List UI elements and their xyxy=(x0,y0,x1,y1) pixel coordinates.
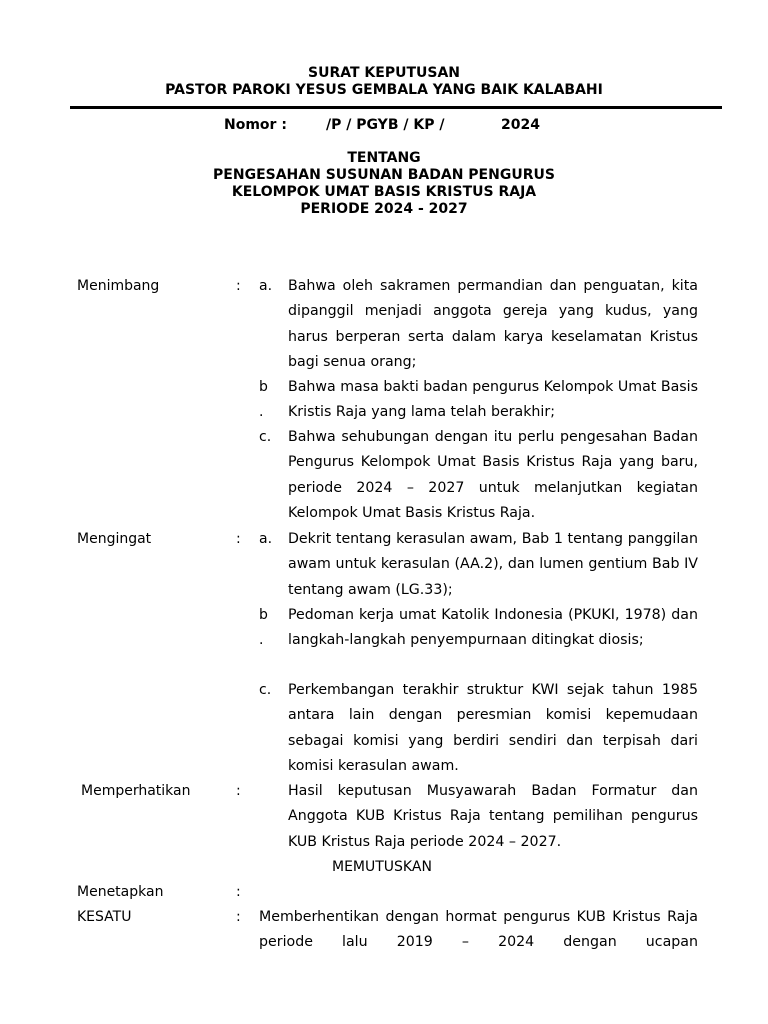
kesatu-text: Memberhentikan dengan hormat pengurus KUB Kristus Raja periode lalu 2019 – 2024 dengan ucapan xyxy=(259,909,698,951)
mengingat-label: Mengingat xyxy=(77,531,152,547)
menimbang-letter-c: c. xyxy=(259,429,272,445)
memperhatikan-colon: : xyxy=(236,783,241,799)
menimbang-colon: : xyxy=(236,278,241,294)
mengingat-colon: : xyxy=(236,531,241,547)
menimbang-letter-b: b xyxy=(259,379,268,395)
menimbang-letter-b-dot: . xyxy=(259,404,264,420)
subject-tentang: TENTANG xyxy=(347,150,421,166)
mengingat-item-b: Pedoman kerja umat Katolik Indonesia (PKUKI, 1978) dan langkah-langkah penyempurnaan ditingkat diosis; xyxy=(288,607,698,649)
doc-issuer: PASTOR PAROKI YESUS GEMBALA YANG BAIK KALABAHI xyxy=(165,82,603,98)
nomor-value: /P / PGYB / KP / xyxy=(326,117,445,133)
menimbang-item-b: Bahwa masa bakti badan pengurus Kelompok Umat Basis Kristis Raja yang lama telah berakhir; xyxy=(288,379,698,421)
subject-line-1: PENGESAHAN SUSUNAN BADAN PENGURUS xyxy=(213,167,555,183)
menimbang-letter-a: a. xyxy=(259,278,273,294)
memutuskan-heading: MEMUTUSKAN xyxy=(332,859,432,875)
kesatu-label: KESATU xyxy=(77,909,132,925)
nomor-year: 2024 xyxy=(501,117,540,133)
nomor-label: Nomor : xyxy=(224,117,287,133)
memperhatikan-label: Memperhatikan xyxy=(81,783,191,799)
menetapkan-colon: : xyxy=(236,884,241,900)
menimbang-label: Menimbang xyxy=(77,278,160,294)
mengingat-letter-c: c. xyxy=(259,682,272,698)
mengingat-letter-a: a. xyxy=(259,531,273,547)
memperhatikan-text: Hasil keputusan Musyawarah Badan Formatur dan Anggota KUB Kristus Raja tentang pemilihan pengurus KUB Kristus Raja periode 2024 – 2027. xyxy=(288,783,698,850)
doc-title: SURAT KEPUTUSAN xyxy=(308,65,460,81)
mengingat-letter-b: b xyxy=(259,607,268,623)
header-divider xyxy=(70,106,722,109)
subject-line-3: PERIODE 2024 - 2027 xyxy=(300,201,468,217)
mengingat-item-c: Perkembangan terakhir struktur KWI sejak tahun 1985 antara lain dengan peresmian komisi kepemudaan sebagai komisi yang berdiri sendiri dan terpisah dari komisi kerasulan awam. xyxy=(288,682,698,774)
kesatu-colon: : xyxy=(236,909,241,925)
mengingat-item-a: Dekrit tentang kerasulan awam, Bab 1 tentang panggilan awam untuk kerasulan (AA.2), dan lumen gentium Bab IV tentang awam (LG.33); xyxy=(288,531,698,598)
mengingat-letter-b-dot: . xyxy=(259,632,264,648)
menimbang-item-c: Bahwa sehubungan dengan itu perlu pengesahan Badan Pengurus Kelompok Umat Basis Kristus Raja yang baru, periode 2024 – 2027 untuk melanjutkan kegiatan Kelompok Umat Basis Kristus Raja. xyxy=(288,429,698,521)
subject-line-2: KELOMPOK UMAT BASIS KRISTUS RAJA xyxy=(231,184,537,200)
menimbang-item-a: Bahwa oleh sakramen permandian dan penguatan, kita dipanggil menjadi anggota gereja yang kudus, yang harus berperan serta dalam karya keselamatan Kristus bagi senua orang; xyxy=(288,278,698,370)
menetapkan-label: Menetapkan xyxy=(77,884,164,900)
